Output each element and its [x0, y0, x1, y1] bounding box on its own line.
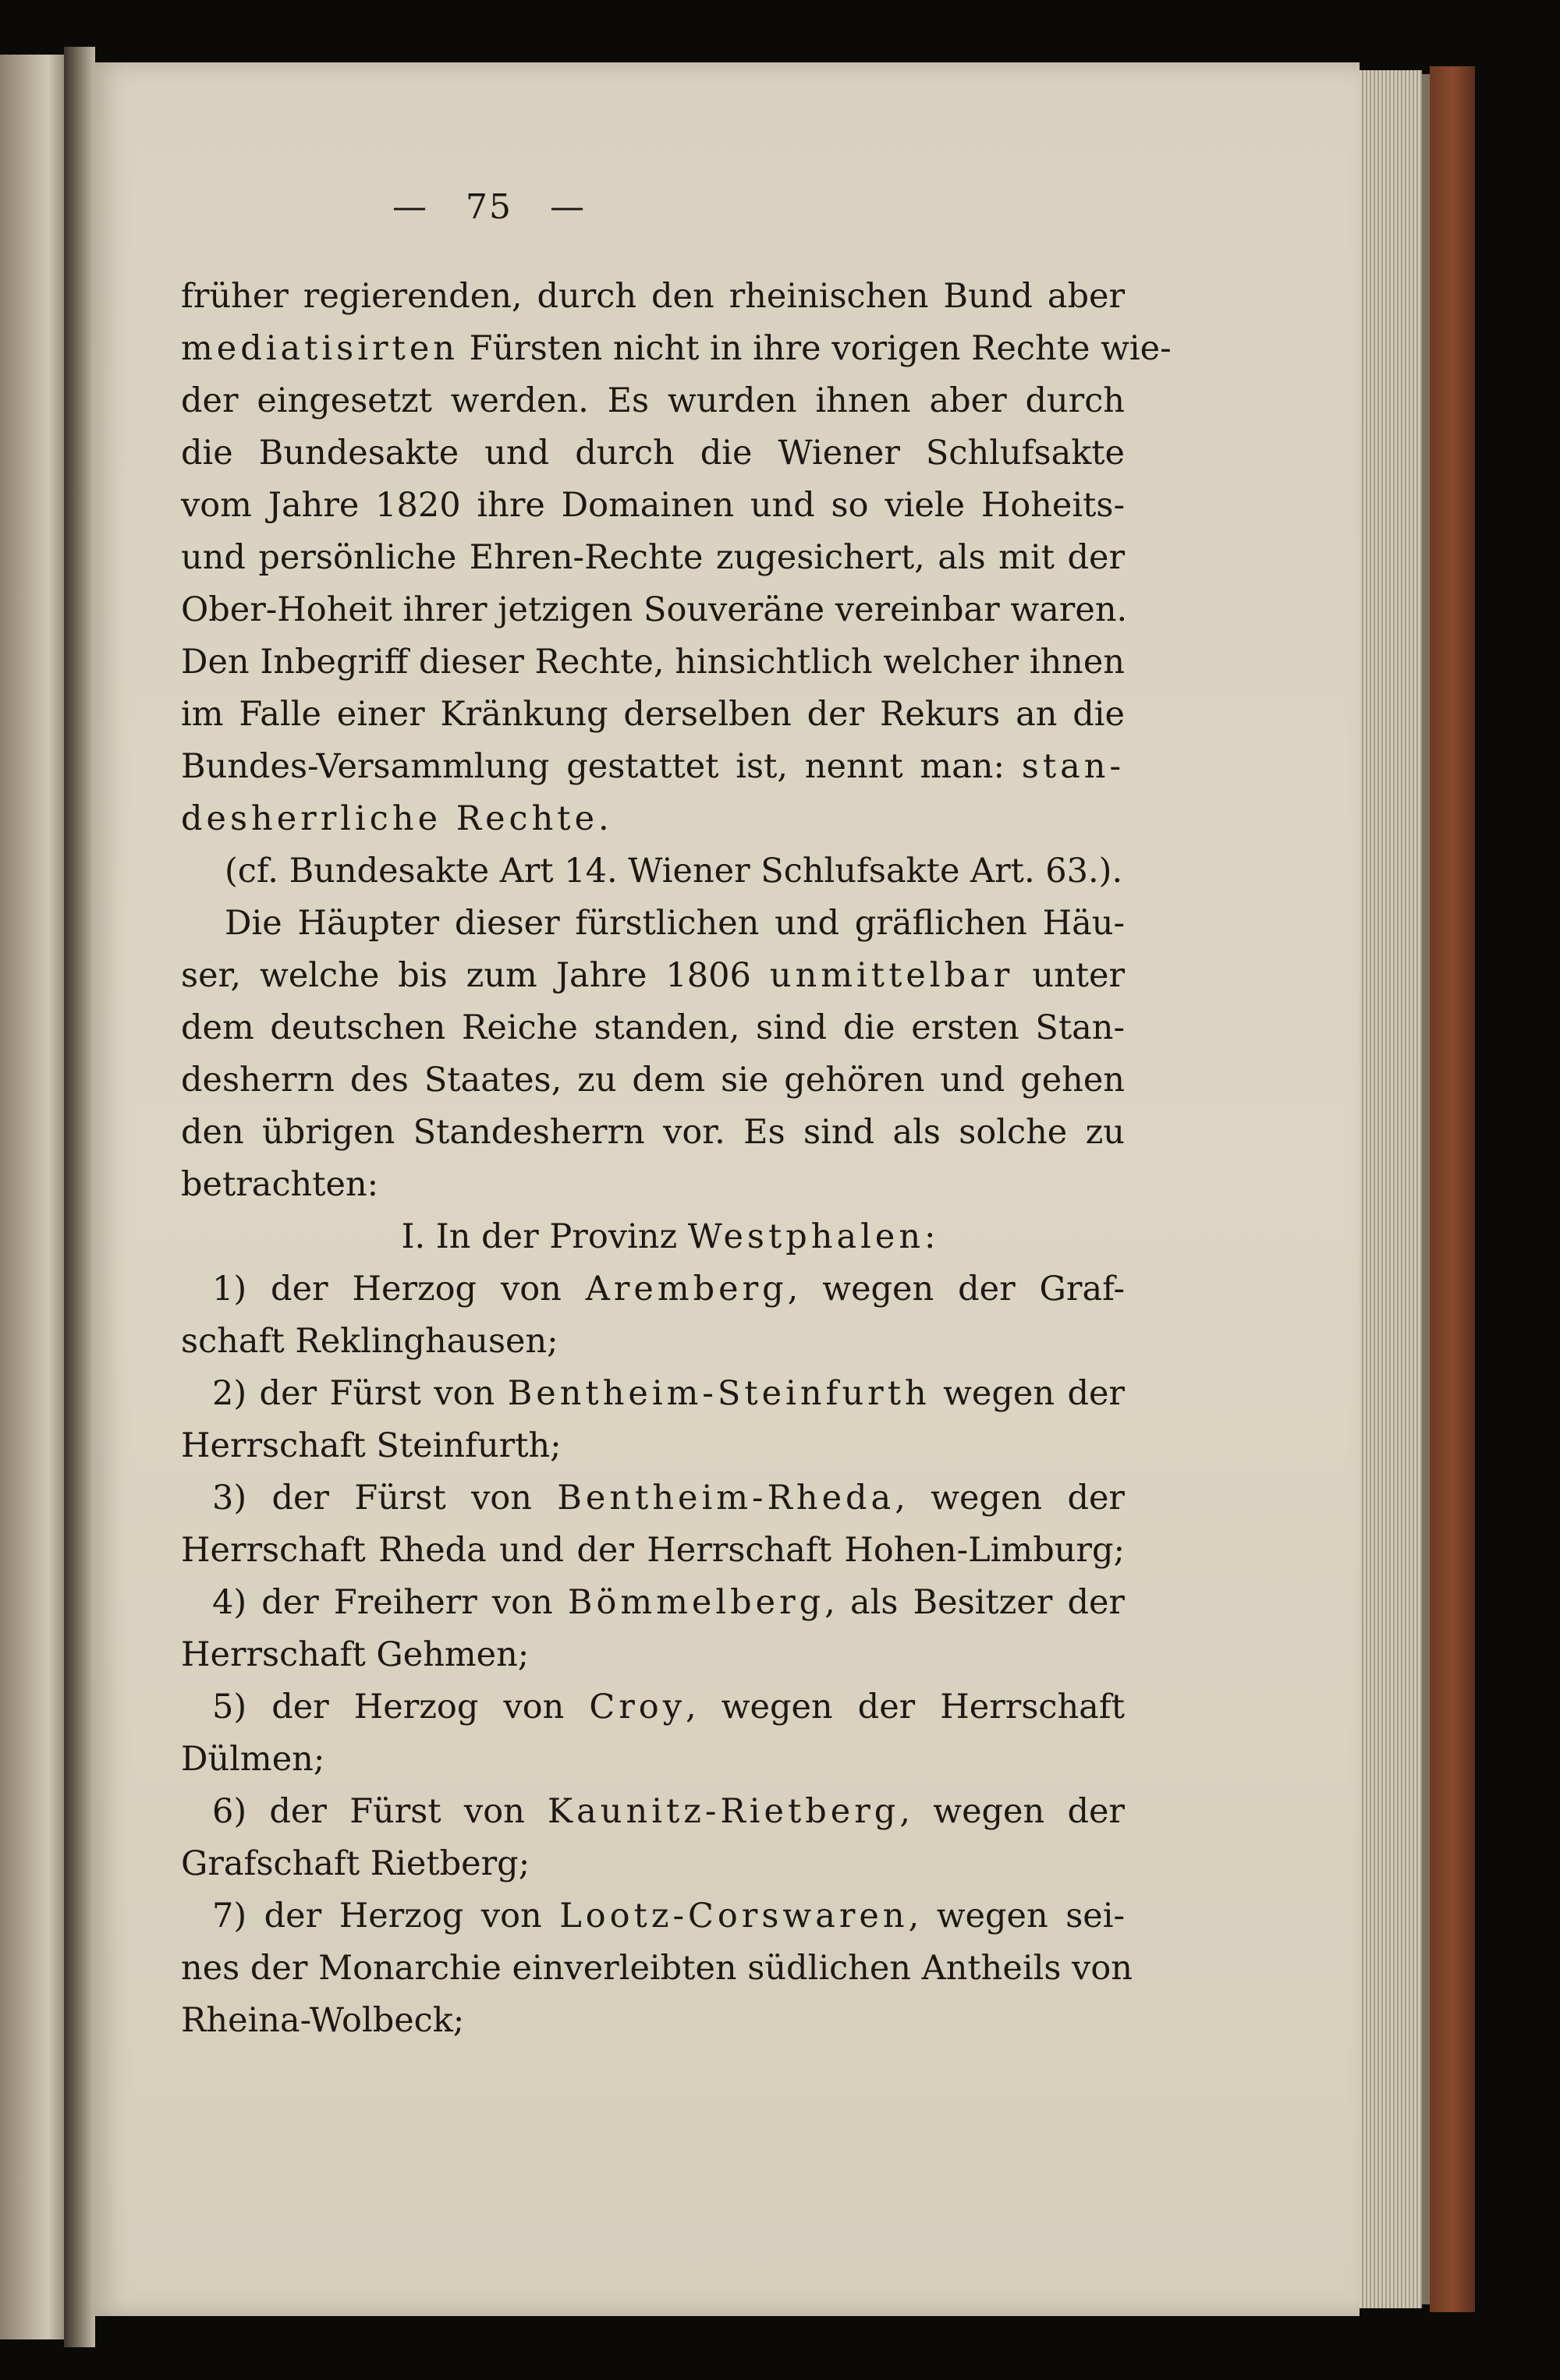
text-line: mediatisirten Fürsten nicht in ihre vorigen Rechte wie-	[181, 329, 1172, 368]
page-stack-edge	[1360, 70, 1422, 2308]
spaced-term: Croy	[589, 1688, 686, 1727]
text-line: Herrschaft Steinfurth;	[181, 1426, 562, 1465]
page-number-dash-right: —	[550, 187, 586, 227]
spaced-term: stan-	[1021, 747, 1125, 786]
list-item: 1) der Herzog von Aremberg, wegen der Graf-	[212, 1270, 1125, 1309]
page-stack-shadow	[1422, 74, 1430, 2304]
spaced-term: Bentheim-Steinfurth	[507, 1374, 931, 1413]
list-item: 2) der Fürst von Bentheim-Steinfurth wegen der	[212, 1374, 1125, 1413]
spaced-term: unmittelbar	[769, 956, 1014, 995]
text-line: Den Inbegriff dieser Rechte, hinsichtlich welcher ihnen	[181, 643, 1125, 682]
section-heading: I. In der Provinz Westphalen:	[401, 1217, 936, 1256]
spaced-term: Lootz-Corswaren	[559, 1897, 909, 1936]
list-item: 4) der Freiherr von Bömmelberg, als Besitzer der	[212, 1583, 1125, 1622]
text-line: Ober-Hoheit ihrer jetzigen Souveräne vereinbar waren.	[181, 590, 1128, 629]
text-line: Herrschaft Rheda und der Herrschaft Hohen-Limburg;	[181, 1531, 1125, 1570]
spaced-term: Bentheim-Rheda	[557, 1479, 895, 1518]
spaced-term: Bömmelberg	[567, 1583, 825, 1622]
book-gutter	[64, 47, 95, 2347]
text-line: der eingesetzt werden. Es wurden ihnen aber durch	[181, 381, 1125, 420]
text-line: im Falle einer Kränkung derselben der Rekurs an die	[181, 695, 1125, 734]
text-line: den übrigen Standesherrn vor. Es sind als solche zu	[181, 1113, 1125, 1152]
text-line: Die Häupter dieser fürstlichen und gräflichen Häu-	[225, 904, 1125, 943]
text-line: Dülmen;	[181, 1740, 325, 1779]
page-number	[181, 187, 797, 227]
text-line: schaft Reklinghausen;	[181, 1322, 558, 1361]
spaced-term: Aremberg	[585, 1270, 788, 1309]
text-line: dem deutschen Reiche standen, sind die ersten Stan-	[181, 1008, 1125, 1047]
text-line: desherrliche Rechte.	[181, 799, 609, 838]
list-item: 6) der Fürst von Kaunitz-Rietberg, wegen der	[212, 1792, 1125, 1831]
spaced-term: Westphalen	[687, 1217, 925, 1256]
list-item: 7) der Herzog von Lootz-Corswaren, wegen sei-	[212, 1897, 1125, 1936]
text-line: Herrschaft Gehmen;	[181, 1635, 530, 1674]
text-line: vom Jahre 1820 ihre Domainen und so viele Hoheits-	[181, 486, 1125, 525]
spaced-term: desherrliche Rechte	[181, 799, 599, 838]
list-item: 3) der Fürst von Bentheim-Rheda, wegen der	[212, 1479, 1125, 1518]
spaced-term: mediatisirten	[181, 329, 459, 368]
text-line: betrachten:	[181, 1165, 379, 1204]
text-line: Rheina-Wolbeck;	[181, 2001, 465, 2040]
text-line: nes der Monarchie einverleibten südlichen Antheils von	[181, 1949, 1133, 1988]
text-line: Grafschaft Rietberg;	[181, 1844, 530, 1883]
text-line: (cf. Bundesakte Art 14. Wiener Schlufsakte Art. 63.).	[225, 852, 1123, 891]
text-line: und persönliche Ehren-Rechte zugesichert, als mit der	[181, 538, 1125, 577]
text-line: ser, welche bis zum Jahre 1806 unmittelbar unter	[181, 956, 1125, 995]
list-item: 5) der Herzog von Croy, wegen der Herrschaft	[212, 1688, 1126, 1727]
facing-page-edge	[0, 55, 64, 2339]
text-line: desherrn des Staates, zu dem sie gehören und gehen	[181, 1061, 1125, 1100]
page-number-value: 75	[466, 187, 512, 227]
page-number-dash-left: —	[392, 187, 428, 227]
text-line: früher regierenden, durch den rheinischen Bund aber	[181, 277, 1125, 316]
text-line: die Bundesakte und durch die Wiener Schlufsakte	[181, 434, 1125, 473]
book-cover-edge	[1430, 66, 1475, 2312]
text-line: Bundes-Versammlung gestattet ist, nennt man: stan-	[181, 747, 1125, 786]
spaced-term: Kaunitz-Rietberg	[548, 1792, 900, 1831]
